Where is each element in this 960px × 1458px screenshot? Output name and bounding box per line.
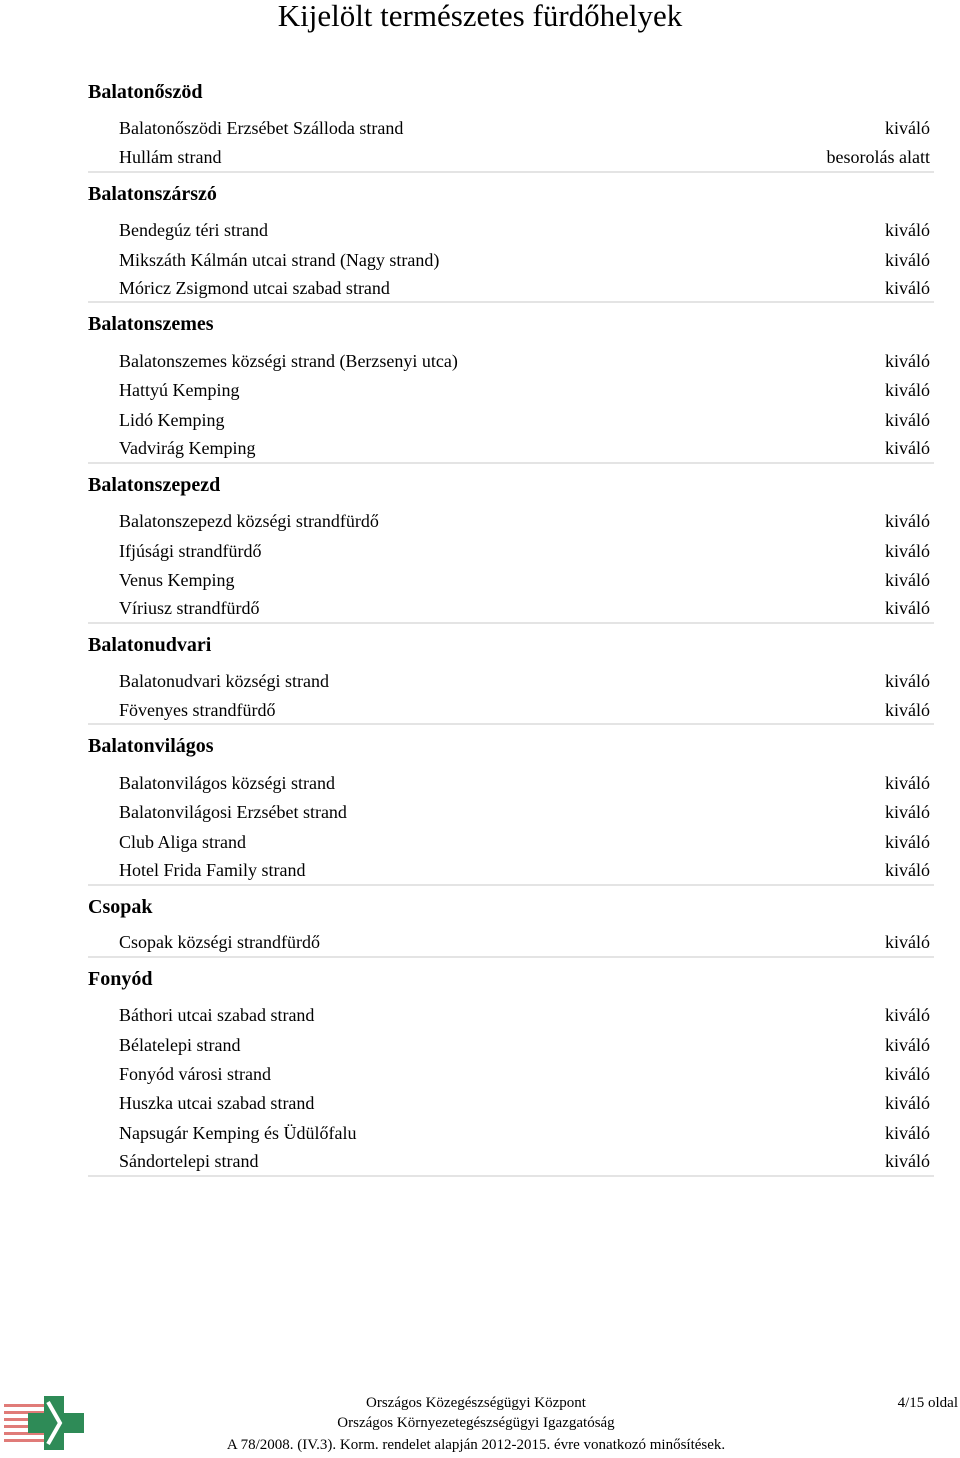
site-name: Balatonszepezd községi strandfürdő	[119, 510, 379, 531]
list-item	[88, 536, 934, 565]
site-name: Mikszáth Kálmán utcai strand (Nagy strand)	[119, 249, 440, 270]
site-rating: kiváló	[885, 277, 930, 298]
site-rating: kiváló	[885, 699, 930, 720]
site-name: Balatonőszödi Erzsébet Szálloda strand	[119, 118, 404, 139]
list-item	[88, 827, 934, 856]
site-rating: kiváló	[885, 831, 930, 852]
list-item	[88, 1118, 934, 1147]
list-item	[88, 405, 934, 434]
page-number: 4/15 oldal	[897, 1395, 958, 1411]
site-rating: kiváló	[885, 1005, 930, 1026]
site-rating: kiváló	[885, 380, 930, 401]
bathing-sites-list	[88, 71, 934, 1177]
list-item	[88, 856, 934, 885]
site-name: Lidó Kemping	[119, 409, 225, 430]
site-rating: kiváló	[885, 1064, 930, 1085]
list-item	[88, 376, 934, 405]
list-item	[88, 1030, 934, 1059]
place-name: Fonyód	[88, 967, 153, 990]
list-item	[88, 434, 934, 463]
site-rating: kiváló	[885, 438, 930, 459]
place-group	[88, 726, 934, 885]
site-name: Hattyú Kemping	[119, 380, 240, 401]
list-item	[88, 667, 934, 696]
list-item	[88, 507, 934, 536]
site-name: Balatonudvari községi strand	[119, 671, 329, 691]
list-item	[88, 1060, 934, 1089]
list-item	[88, 274, 934, 303]
place-name: Balatonszemes	[88, 313, 214, 336]
list-item	[88, 929, 934, 958]
site-rating: kiváló	[885, 249, 930, 270]
list-item	[88, 143, 934, 172]
site-rating: kiváló	[885, 1093, 930, 1114]
site-name: Balatonvilágos községi strand	[119, 772, 335, 793]
list-item	[88, 346, 934, 375]
site-name: Balatonvilágosi Erzsébet strand	[119, 802, 347, 823]
site-rating: kiváló	[885, 802, 930, 823]
place-name: Balatonőszöd	[88, 81, 203, 103]
page-title: Kijelölt természetes fürdőhelyek	[277, 0, 683, 33]
site-rating: besorolás alatt	[826, 146, 930, 167]
site-name: Móricz Zsigmond utcai szabad strand	[119, 277, 390, 298]
site-name: Vadvirág Kemping	[119, 438, 256, 459]
site-rating: kiváló	[885, 569, 930, 590]
place-group	[88, 72, 934, 173]
site-name: Báthori utcai szabad strand	[119, 1005, 315, 1026]
site-rating: kiváló	[885, 118, 930, 139]
site-rating: kiváló	[885, 772, 930, 793]
site-name: Napsugár Kemping és Üdülőfalu	[119, 1122, 357, 1143]
list-item	[88, 216, 934, 245]
site-name: Bélatelepi strand	[119, 1034, 241, 1055]
site-rating: kiváló	[885, 510, 930, 531]
place-group	[88, 304, 934, 463]
place-name: Balatonszárszó	[88, 182, 217, 205]
site-name: Sándortelepi strand	[119, 1151, 259, 1172]
site-name: Fövenyes strandfürdő	[119, 699, 276, 720]
site-rating: kiváló	[885, 598, 930, 619]
list-item	[88, 1001, 934, 1030]
site-rating: kiváló	[885, 859, 930, 880]
place-name: Csopak	[88, 895, 153, 918]
site-rating: kiváló	[885, 1034, 930, 1055]
site-name: Huszka utcai szabad strand	[119, 1093, 315, 1114]
list-item	[88, 798, 934, 827]
site-name: Venus Kemping	[119, 569, 235, 590]
list-item	[88, 595, 934, 624]
list-item	[88, 1147, 934, 1176]
place-group	[88, 625, 934, 726]
site-rating: kiváló	[885, 931, 930, 952]
place-name: Balatonudvari	[88, 633, 212, 656]
site-rating: kiváló	[885, 1151, 930, 1172]
site-rating: kiváló	[885, 1122, 930, 1143]
list-item	[88, 768, 934, 797]
list-item	[88, 696, 934, 725]
list-item	[88, 245, 934, 274]
page-footer	[0, 1390, 960, 1458]
site-name: Víriusz strandfürdő	[119, 598, 260, 619]
site-name: Bendegúz téri strand	[119, 219, 268, 240]
list-item	[88, 114, 934, 143]
site-name: Ifjúsági strandfürdő	[119, 540, 262, 561]
site-rating: kiváló	[885, 350, 930, 371]
site-rating: kiváló	[885, 671, 930, 691]
place-name: Balatonvilágos	[88, 735, 214, 758]
list-item	[88, 1089, 934, 1118]
site-rating: kiváló	[885, 219, 930, 240]
footer-org-line2: Országos Környezetegészségügyi Igazgatóság	[337, 1415, 615, 1431]
footer-regulation: A 78/2008. (IV.3). Korm. rendelet alapján 2012-2015. évre vonatkozó minősítések.	[226, 1437, 726, 1453]
place-group	[88, 174, 934, 304]
site-name: Csopak községi strandfürdő	[119, 931, 320, 952]
site-rating: kiváló	[885, 409, 930, 430]
site-name: Balatonszemes községi strand (Berzsenyi utca)	[119, 350, 458, 371]
place-group	[88, 959, 934, 1177]
place-group	[88, 465, 934, 624]
site-name: Hotel Frida Family strand	[119, 859, 306, 880]
footer-org-line1: Országos Közegészségügyi Központ	[366, 1395, 586, 1411]
site-name: Fonyód városi strand	[119, 1064, 271, 1085]
list-item	[88, 565, 934, 594]
site-rating: kiváló	[885, 540, 930, 561]
place-name: Balatonszepezd	[88, 473, 221, 496]
place-group	[88, 887, 934, 958]
site-name: Club Aliga strand	[119, 831, 246, 852]
site-name: Hullám strand	[119, 146, 222, 167]
